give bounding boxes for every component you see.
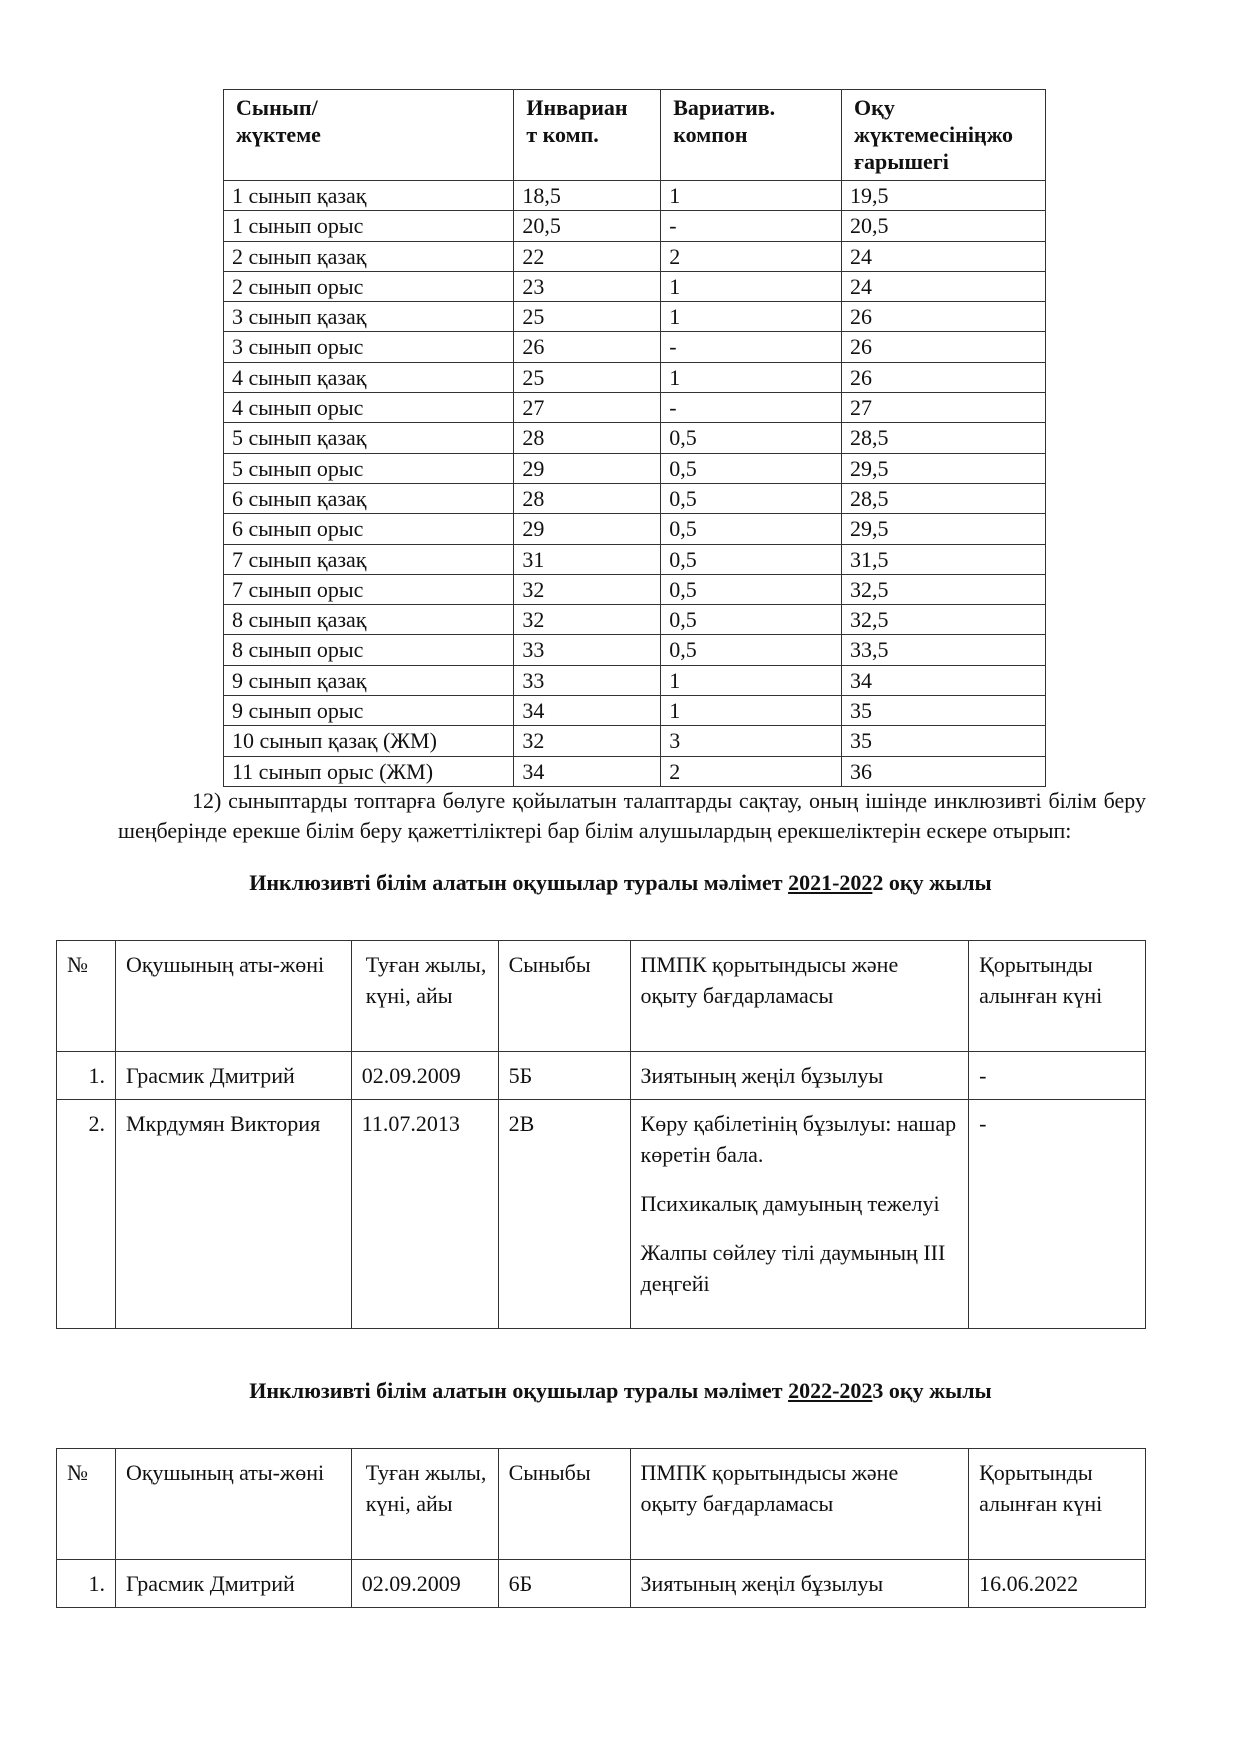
table-row bbox=[224, 423, 1046, 453]
heading-year-underlined: 2021-202 bbox=[788, 870, 873, 895]
header-line: Инвариан bbox=[526, 95, 628, 120]
invariant-value: 25 bbox=[514, 362, 661, 392]
max-load-value: 29,5 bbox=[842, 514, 1046, 544]
max-load-value: 29,5 bbox=[842, 453, 1046, 483]
invariant-value: 25 bbox=[514, 302, 661, 332]
class-name: 2 сынып қазақ bbox=[224, 241, 514, 271]
row-number: 1. bbox=[57, 1052, 116, 1100]
variative-value: - bbox=[661, 393, 842, 423]
variative-value: 0,5 bbox=[661, 453, 842, 483]
variative-value: 1 bbox=[661, 302, 842, 332]
table-row bbox=[224, 181, 1046, 211]
invariant-value: 34 bbox=[514, 696, 661, 726]
table-row bbox=[57, 1100, 1146, 1329]
header-class-load bbox=[224, 90, 514, 181]
header-line: т комп. bbox=[526, 122, 599, 147]
variative-value: 2 bbox=[661, 241, 842, 271]
header-student-name: Оқушының аты-жөні bbox=[115, 1449, 351, 1560]
inclusive-table-2022 bbox=[56, 1448, 1146, 1608]
table-row bbox=[224, 756, 1046, 786]
invariant-value: 31 bbox=[514, 544, 661, 574]
table-row bbox=[224, 271, 1046, 301]
invariant-value: 28 bbox=[514, 483, 661, 513]
birth-date: 11.07.2013 bbox=[351, 1100, 498, 1329]
class-name: 7 сынып орыс bbox=[224, 574, 514, 604]
header-class: Сыныбы bbox=[498, 1449, 630, 1560]
class-name: 5 сынып орыс bbox=[224, 453, 514, 483]
paragraph-12 bbox=[118, 786, 1146, 846]
heading-text: Инклюзивті білім алатын оқушылар туралы мәлімет bbox=[249, 1378, 789, 1403]
class-name: 1 сынып орыс bbox=[224, 211, 514, 241]
inclusive-table-2021 bbox=[56, 940, 1146, 1329]
header-line: Оқу bbox=[854, 95, 895, 120]
header-birth-date bbox=[351, 941, 498, 1052]
table-row bbox=[224, 635, 1046, 665]
conclusion bbox=[630, 1052, 969, 1100]
class-name: 3 сынып орыс bbox=[224, 332, 514, 362]
paragraph-text: 12) сыныптарды топтарға бөлуге қойылатын талаптарды сақтау, оның ішінде инклюзивті білім беру шеңберінде ерекше білім беру қажеттіліктері бар білім алушылардың ерекшеліктерін ескере отырып: bbox=[118, 788, 1146, 843]
table-row bbox=[224, 514, 1046, 544]
class-name: 6 сынып орыс bbox=[224, 514, 514, 544]
variative-value: 0,5 bbox=[661, 514, 842, 544]
header-conclusion-date: Қорытынды алынған күні bbox=[969, 941, 1146, 1052]
class-name: 1 сынып қазақ bbox=[224, 181, 514, 211]
birth-date: 02.09.2009 bbox=[351, 1052, 498, 1100]
variative-value: 3 bbox=[661, 726, 842, 756]
header-number: № bbox=[57, 1449, 116, 1560]
conclusion-line: Зиятының жеңіл бұзылуы bbox=[640, 1063, 884, 1088]
table-row bbox=[224, 362, 1046, 392]
invariant-value: 33 bbox=[514, 665, 661, 695]
class-name: 5Б bbox=[498, 1052, 630, 1100]
conclusion-date: - bbox=[969, 1052, 1146, 1100]
invariant-value: 32 bbox=[514, 605, 661, 635]
class-name: 4 сынып қазақ bbox=[224, 362, 514, 392]
variative-value: - bbox=[661, 211, 842, 241]
load-table-header-row bbox=[224, 90, 1046, 181]
max-load-value: 28,5 bbox=[842, 483, 1046, 513]
heading-2022 bbox=[0, 1376, 1241, 1406]
header-max-load bbox=[842, 90, 1046, 181]
invariant-value: 29 bbox=[514, 514, 661, 544]
student-name: Грасмик Дмитрий bbox=[115, 1052, 351, 1100]
max-load-value: 32,5 bbox=[842, 605, 1046, 635]
table-row bbox=[224, 696, 1046, 726]
invariant-value: 29 bbox=[514, 453, 661, 483]
invariant-value: 26 bbox=[514, 332, 661, 362]
table-row bbox=[224, 332, 1046, 362]
variative-value: 0,5 bbox=[661, 423, 842, 453]
conclusion bbox=[630, 1100, 969, 1329]
table-row bbox=[224, 544, 1046, 574]
student-name: Мкрдумян Виктория bbox=[115, 1100, 351, 1329]
load-table-body bbox=[224, 181, 1046, 787]
table-row bbox=[224, 605, 1046, 635]
class-name: 9 сынып орыс bbox=[224, 696, 514, 726]
variative-value: 1 bbox=[661, 665, 842, 695]
class-name: 9 сынып қазақ bbox=[224, 665, 514, 695]
header-student-name: Оқушының аты-жөні bbox=[115, 941, 351, 1052]
max-load-value: 19,5 bbox=[842, 181, 1046, 211]
variative-value: 1 bbox=[661, 696, 842, 726]
table-row bbox=[224, 483, 1046, 513]
row-number: 2. bbox=[57, 1100, 116, 1329]
table-row bbox=[224, 726, 1046, 756]
invariant-value: 34 bbox=[514, 756, 661, 786]
max-load-value: 33,5 bbox=[842, 635, 1046, 665]
inclusive-header-row bbox=[57, 941, 1146, 1052]
row-number: 1. bbox=[57, 1560, 116, 1608]
class-name: 5 сынып қазақ bbox=[224, 423, 514, 453]
max-load-value: 34 bbox=[842, 665, 1046, 695]
class-name: 8 сынып орыс bbox=[224, 635, 514, 665]
max-load-value: 31,5 bbox=[842, 544, 1046, 574]
invariant-value: 28 bbox=[514, 423, 661, 453]
max-load-value: 26 bbox=[842, 332, 1046, 362]
heading-text: Инклюзивті білім алатын оқушылар туралы мәлімет bbox=[249, 870, 789, 895]
variative-value: 0,5 bbox=[661, 605, 842, 635]
class-name: 7 сынып қазақ bbox=[224, 544, 514, 574]
heading-2021 bbox=[0, 868, 1241, 898]
conclusion-date: - bbox=[969, 1100, 1146, 1329]
header-birth-text: Туған жылы, күні, айы bbox=[365, 1460, 487, 1516]
header-line: ғарышегі bbox=[854, 149, 949, 174]
variative-value: 1 bbox=[661, 362, 842, 392]
variative-value: 0,5 bbox=[661, 635, 842, 665]
birth-date: 02.09.2009 bbox=[351, 1560, 498, 1608]
header-birth-text: Туған жылы, күні, айы bbox=[365, 952, 487, 1008]
heading-text-after: 2 оқу жылы bbox=[872, 870, 992, 895]
max-load-value: 28,5 bbox=[842, 423, 1046, 453]
class-name: 6Б bbox=[498, 1560, 630, 1608]
header-line: Сынып/ bbox=[236, 95, 318, 120]
conclusion-date: 16.06.2022 bbox=[969, 1560, 1146, 1608]
class-name: 2 сынып орыс bbox=[224, 271, 514, 301]
variative-value: 0,5 bbox=[661, 544, 842, 574]
max-load-value: 35 bbox=[842, 726, 1046, 756]
invariant-value: 22 bbox=[514, 241, 661, 271]
header-conclusion: ПМПК қорытындысы және оқыту бағдарламасы bbox=[630, 941, 969, 1052]
header-conclusion-date: Қорытынды алынған күні bbox=[969, 1449, 1146, 1560]
max-load-value: 36 bbox=[842, 756, 1046, 786]
variative-value: 0,5 bbox=[661, 483, 842, 513]
max-load-value: 26 bbox=[842, 302, 1046, 332]
table-row bbox=[224, 453, 1046, 483]
max-load-value: 20,5 bbox=[842, 211, 1046, 241]
header-invariant bbox=[514, 90, 661, 181]
table-row bbox=[224, 393, 1046, 423]
invariant-value: 27 bbox=[514, 393, 661, 423]
max-load-value: 24 bbox=[842, 271, 1046, 301]
table-row bbox=[57, 1052, 1146, 1100]
class-name: 8 сынып қазақ bbox=[224, 605, 514, 635]
conclusion-line: Жалпы сөйлеу тілі даумының III деңгейі bbox=[640, 1240, 946, 1296]
header-line: Вариатив. bbox=[673, 95, 776, 120]
variative-value: 1 bbox=[661, 181, 842, 211]
max-load-value: 24 bbox=[842, 241, 1046, 271]
header-conclusion: ПМПК қорытындысы және оқыту бағдарламасы bbox=[630, 1449, 969, 1560]
inclusive-body-2022 bbox=[57, 1560, 1146, 1608]
conclusion bbox=[630, 1560, 969, 1608]
class-name: 3 сынып қазақ bbox=[224, 302, 514, 332]
inclusive-header-row bbox=[57, 1449, 1146, 1560]
header-number: № bbox=[57, 941, 116, 1052]
variative-value: 2 bbox=[661, 756, 842, 786]
class-name: 6 сынып қазақ bbox=[224, 483, 514, 513]
max-load-value: 27 bbox=[842, 393, 1046, 423]
invariant-value: 33 bbox=[514, 635, 661, 665]
conclusion-line: Зиятының жеңіл бұзылуы bbox=[640, 1571, 884, 1596]
table-row bbox=[224, 302, 1046, 332]
header-class: Сыныбы bbox=[498, 941, 630, 1052]
invariant-value: 32 bbox=[514, 726, 661, 756]
class-name: 10 сынып қазақ (ЖМ) bbox=[224, 726, 514, 756]
variative-value: 0,5 bbox=[661, 574, 842, 604]
invariant-value: 18,5 bbox=[514, 181, 661, 211]
header-line: жүктемесініңжо bbox=[854, 122, 1014, 147]
table-row bbox=[224, 665, 1046, 695]
header-line: компон bbox=[673, 122, 748, 147]
class-name: 2В bbox=[498, 1100, 630, 1329]
class-name: 4 сынып орыс bbox=[224, 393, 514, 423]
invariant-value: 20,5 bbox=[514, 211, 661, 241]
load-table bbox=[223, 89, 1046, 787]
header-line: жүктеме bbox=[236, 122, 321, 147]
table-row bbox=[57, 1560, 1146, 1608]
header-variative bbox=[661, 90, 842, 181]
header-birth-date bbox=[351, 1449, 498, 1560]
class-name: 11 сынып орыс (ЖМ) bbox=[224, 756, 514, 786]
inclusive-body-2021 bbox=[57, 1052, 1146, 1329]
max-load-value: 26 bbox=[842, 362, 1046, 392]
table-row bbox=[224, 574, 1046, 604]
student-name: Грасмик Дмитрий bbox=[115, 1560, 351, 1608]
invariant-value: 23 bbox=[514, 271, 661, 301]
table-row bbox=[224, 211, 1046, 241]
variative-value: - bbox=[661, 332, 842, 362]
variative-value: 1 bbox=[661, 271, 842, 301]
invariant-value: 32 bbox=[514, 574, 661, 604]
conclusion-line: Көру қабілетінің бұзылуы: нашар көретін бала. bbox=[640, 1111, 957, 1167]
max-load-value: 35 bbox=[842, 696, 1046, 726]
conclusion-line: Психикалық дамуының тежелуі bbox=[640, 1191, 940, 1216]
max-load-value: 32,5 bbox=[842, 574, 1046, 604]
heading-year-underlined: 2022-202 bbox=[788, 1378, 873, 1403]
heading-text-after: 3 оқу жылы bbox=[872, 1378, 992, 1403]
table-row bbox=[224, 241, 1046, 271]
